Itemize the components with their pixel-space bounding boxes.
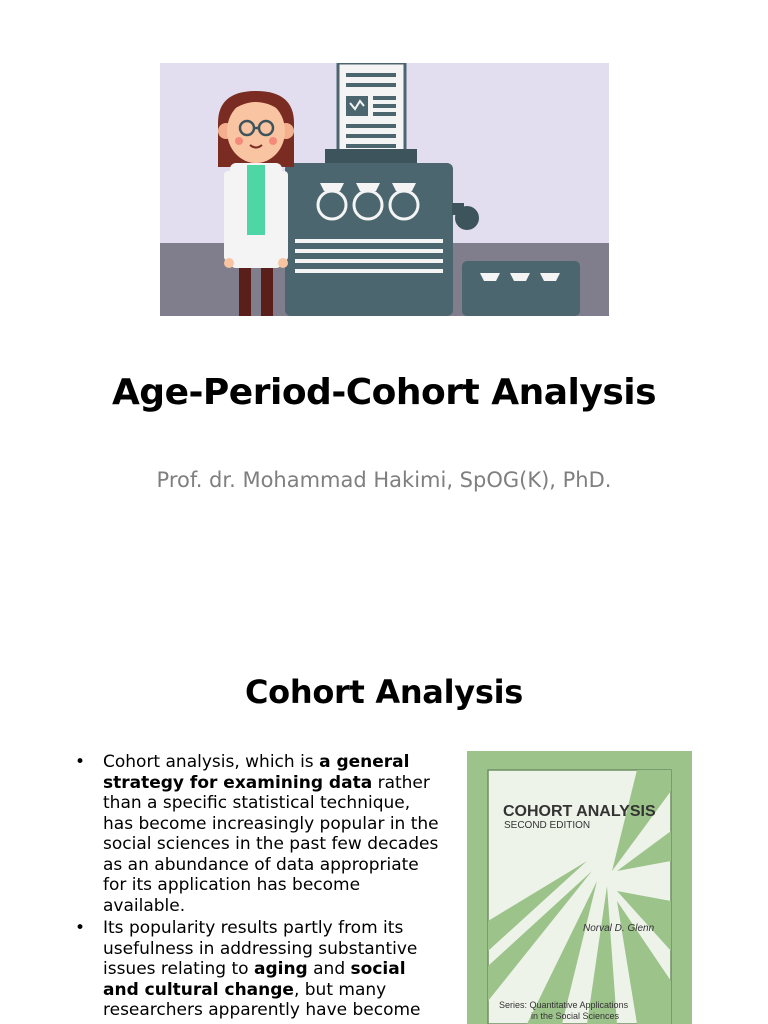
bullet-text-bold: a general strategy for examining data [103, 752, 410, 793]
bullet-text-bold: social and cultural change [103, 959, 406, 1000]
bullet-glyph: • [75, 752, 86, 772]
book-title: COHORT ANALYSIS [503, 803, 656, 820]
book-series-line2: in the Social Sciences [531, 1011, 620, 1021]
printout-paper-icon [338, 63, 405, 163]
bullet-text-part: Cohort analysis, which is [103, 752, 320, 772]
presenter-name: Prof. dr. Mohammad Hakimi, SpOG(K), PhD. [156, 468, 612, 492]
bullet-text-part: rather than a specific statistical technique, has become increasingly popular in the social sciences in the past few decades as an abundance of data appropriate for its application has become available. [103, 772, 439, 916]
bullet-text-bold: aging [253, 959, 308, 979]
book-series-line1: Series: Quantitative Applications [499, 1000, 629, 1010]
bullet-text-part: Its popularity results partly from its usefulness in addressing substantive issues relating to [103, 918, 418, 979]
scientist-illustration [160, 63, 609, 316]
bullet-list [75, 752, 445, 1023]
book-author: Norval D. Glenn [583, 923, 655, 934]
bullet-item [75, 752, 445, 916]
slide-title: Cohort Analysis [245, 673, 523, 711]
bullet-glyph: • [75, 918, 86, 938]
book-edition: SECOND EDITION [504, 820, 591, 831]
bullet-text-part: and [307, 959, 351, 979]
book-cover [467, 751, 692, 1024]
bullet-text-part: , but many researchers apparently have become [103, 979, 421, 1020]
presentation-title: Age-Period-Cohort Analysis [111, 372, 657, 413]
bullet-item [75, 918, 445, 1021]
